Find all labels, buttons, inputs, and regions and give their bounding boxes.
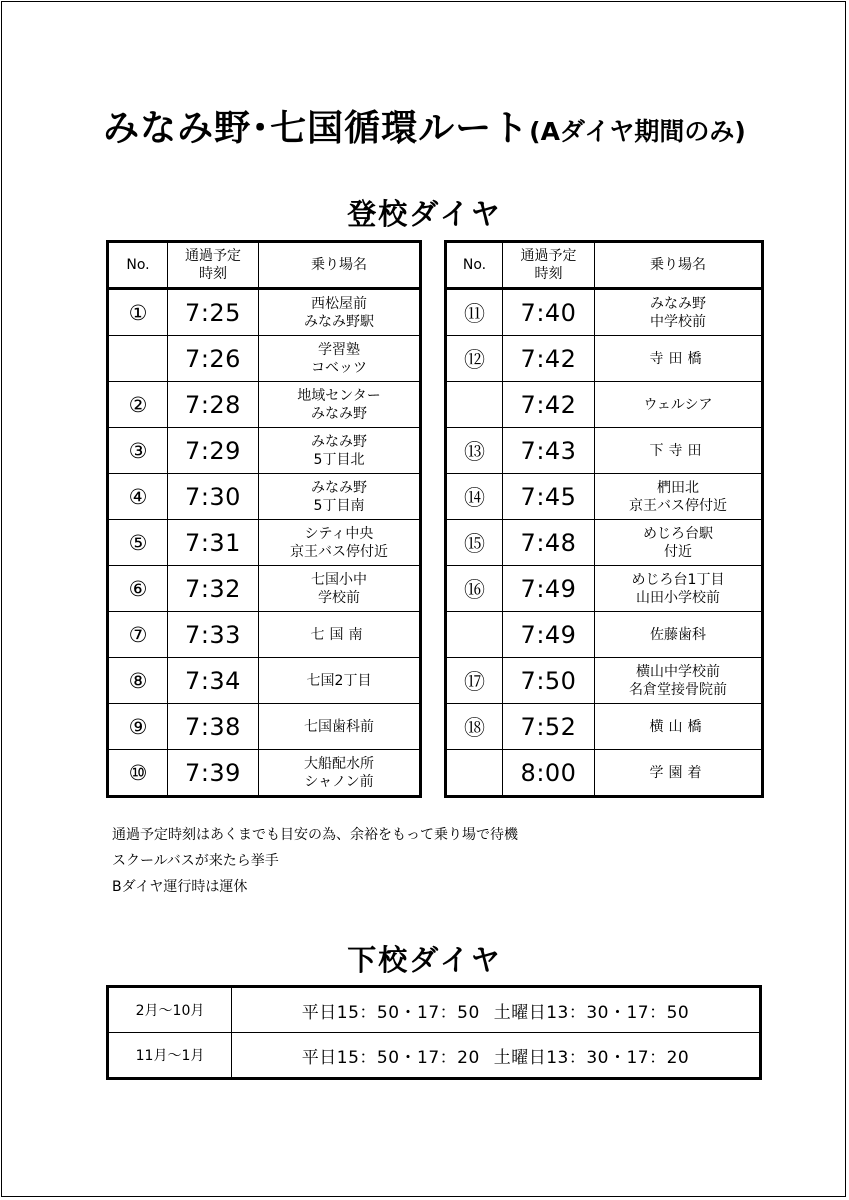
stop-number: [446, 612, 503, 658]
stop-number: [446, 382, 503, 428]
stop-number: ⑬: [446, 428, 503, 474]
stop-number: ⑧: [108, 658, 168, 704]
departure-time: 7:49: [503, 612, 595, 658]
note-line: Bダイヤ運行時は運休: [112, 879, 248, 895]
stop-name: ウェルシア: [595, 382, 763, 428]
stop-name: 横山橋: [595, 704, 763, 750]
stop-number: ⑰: [446, 658, 503, 704]
stop-number: ③: [108, 428, 168, 474]
header-time: 通過予定 時刻: [168, 242, 259, 289]
departure-time: 8:00: [503, 750, 595, 797]
stop-name: 佐藤歯科: [595, 612, 763, 658]
header-stop: 乗り場名: [595, 242, 763, 289]
afternoon-schedule-heading: 下校ダイヤ: [347, 943, 502, 977]
stop-name: みなみ野 中学校前: [595, 289, 763, 336]
timetable-row: [108, 520, 421, 566]
header-no: No.: [108, 242, 168, 289]
stop-name: 七国歯科前: [259, 704, 421, 750]
stop-number: ⑮: [446, 520, 503, 566]
timetable-row: [108, 474, 421, 520]
stop-number: ⑪: [446, 289, 503, 336]
stop-number: [446, 750, 503, 797]
timetable-row: [108, 428, 421, 474]
title-main: みなみ野･七国循環ルート: [103, 108, 530, 149]
stop-number: [108, 336, 168, 382]
stop-name: 七国2丁目: [259, 658, 421, 704]
departure-time: 7:39: [168, 750, 259, 797]
timetable-row: [446, 474, 763, 520]
header-no: No.: [446, 242, 503, 289]
timetable-header-row: [108, 242, 421, 289]
stop-number: ⑱: [446, 704, 503, 750]
timetable-row: [446, 336, 763, 382]
note-line: スクールバスが来たら挙手: [112, 853, 279, 869]
departure-time: 7:30: [168, 474, 259, 520]
timetable-row: [446, 658, 763, 704]
departure-time: 7:25: [168, 289, 259, 336]
stop-number: ⑨: [108, 704, 168, 750]
departure-time: 7:42: [503, 382, 595, 428]
stop-name: みなみ野 5丁目南: [259, 474, 421, 520]
stop-number: ⑭: [446, 474, 503, 520]
stop-name: 西松屋前 みなみ野駅: [259, 289, 421, 336]
stop-name: めじろ台駅 付近: [595, 520, 763, 566]
departure-time: 7:32: [168, 566, 259, 612]
departure-time: 7:29: [168, 428, 259, 474]
stop-number: ④: [108, 474, 168, 520]
stop-number: ⑥: [108, 566, 168, 612]
departure-time: 7:48: [503, 520, 595, 566]
stop-name: 横山中学校前 名倉堂接骨院前: [595, 658, 763, 704]
stop-number: ⑫: [446, 336, 503, 382]
period-cell: 2月～10月: [108, 987, 232, 1033]
afternoon-timetable: [106, 985, 762, 1080]
timetable-row: [108, 658, 421, 704]
timetable-row: [446, 750, 763, 797]
header-time: 通過予定 時刻: [503, 242, 595, 289]
timetable-row: [446, 428, 763, 474]
period-cell: 11月～1月: [108, 1033, 232, 1079]
stop-name: 学園着: [595, 750, 763, 797]
timetable-row: [108, 566, 421, 612]
stop-number: ②: [108, 382, 168, 428]
departure-time: 7:31: [168, 520, 259, 566]
morning-timetable-right: [444, 240, 764, 798]
afternoon-row: [108, 987, 761, 1033]
stop-name: 七国南: [259, 612, 421, 658]
timetable-row: [108, 612, 421, 658]
departure-time: 7:49: [503, 566, 595, 612]
times-cell: 平日15：50・17：20 土曜日13：30・17：20: [232, 1033, 761, 1079]
stop-name: 椚田北 京王バス停付近: [595, 474, 763, 520]
timetable-row: [108, 750, 421, 797]
timetable-row: [108, 704, 421, 750]
timetable-row: [446, 612, 763, 658]
stop-number: ⑩: [108, 750, 168, 797]
note-line: 通過予定時刻はあくまでも目安の為、余裕をもって乗り場で待機: [112, 827, 518, 843]
departure-time: 7:40: [503, 289, 595, 336]
departure-time: 7:34: [168, 658, 259, 704]
stop-number: ①: [108, 289, 168, 336]
afternoon-row: [108, 1033, 761, 1079]
stop-name: 寺田橋: [595, 336, 763, 382]
departure-time: 7:45: [503, 474, 595, 520]
departure-time: 7:33: [168, 612, 259, 658]
times-cell: 平日15：50・17：50 土曜日13：30・17：50: [232, 987, 761, 1033]
stop-name: 下寺田: [595, 428, 763, 474]
timetable-row: [108, 382, 421, 428]
departure-time: 7:43: [503, 428, 595, 474]
morning-timetable-left: [106, 240, 422, 798]
timetable-row: [446, 704, 763, 750]
stop-name: 学習塾 コベッツ: [259, 336, 421, 382]
stop-name: めじろ台1丁目 山田小学校前: [595, 566, 763, 612]
stop-number: ⑤: [108, 520, 168, 566]
stop-name: みなみ野 5丁目北: [259, 428, 421, 474]
notes: [112, 822, 518, 900]
header-stop: 乗り場名: [259, 242, 421, 289]
stop-name: シティ中央 京王バス停付近: [259, 520, 421, 566]
stop-name: 地域センター みなみ野: [259, 382, 421, 428]
timetable-row: [446, 566, 763, 612]
timetable-header-row: [446, 242, 763, 289]
stop-number: ⑦: [108, 612, 168, 658]
morning-schedule-heading: 登校ダイヤ: [347, 197, 502, 231]
timetable-row: [108, 289, 421, 336]
title-suffix: (Aダイヤ期間のみ): [529, 117, 746, 146]
departure-time: 7:50: [503, 658, 595, 704]
departure-time: 7:52: [503, 704, 595, 750]
departure-time: 7:26: [168, 336, 259, 382]
stop-name: 七国小中 学校前: [259, 566, 421, 612]
stop-name: 大船配水所 シャノン前: [259, 750, 421, 797]
departure-time: 7:42: [503, 336, 595, 382]
timetable-row: [446, 520, 763, 566]
departure-time: 7:28: [168, 382, 259, 428]
timetable-row: [446, 289, 763, 336]
timetable-row: [108, 336, 421, 382]
timetable-row: [446, 382, 763, 428]
departure-time: 7:38: [168, 704, 259, 750]
stop-number: ⑯: [446, 566, 503, 612]
page-title: [0, 100, 849, 151]
